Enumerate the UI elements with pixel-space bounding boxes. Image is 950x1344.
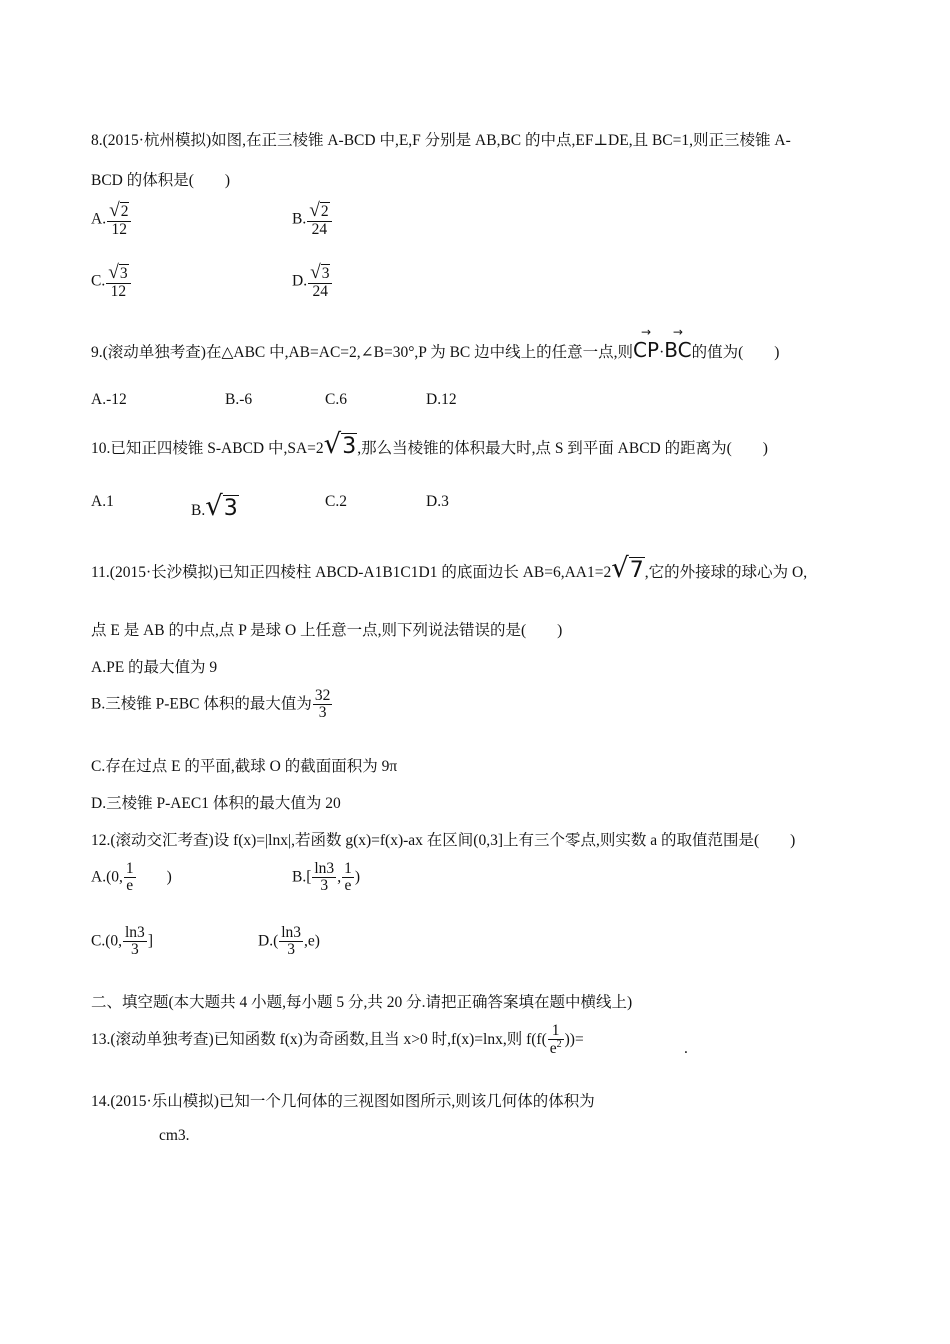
- q9-option-a: A.-12: [91, 391, 127, 408]
- q14-stem-line2: cm3.: [159, 1127, 190, 1144]
- q9-option-d: D.12: [426, 391, 457, 408]
- q13-stem: 13.(滚动单独考查)已知函数 f(x)为奇函数,且当 x>0 时,f(x)=lnx,则 f(f( $\frac{1}{e^2}$ ))=: [91, 1022, 584, 1058]
- q11-option-d: D.三棱锥 P-AEC1 体积的最大值为 20: [91, 795, 341, 812]
- q12-option-a: A.(0, $\frac{1}{e}$ ): [91, 860, 172, 895]
- q12-stem: 12.(滚动交汇考查)设 f(x)=|lnx|,若函数 g(x)=f(x)-ax 在区间(0,3]上有三个零点,则实数 a 的取值范围是( ): [91, 832, 796, 849]
- q10-option-d: D.3: [426, 493, 449, 510]
- q10-option-c: C.2: [325, 493, 347, 510]
- q8-option-d: D. $\frac{√3}{24}$: [292, 263, 333, 301]
- q11-option-a: A.PE 的最大值为 9: [91, 659, 218, 676]
- q10-option-b: B.√3: [191, 490, 238, 522]
- q8-option-a: A. $\frac{√2}{12}$: [91, 201, 132, 239]
- q11-stem-line1: 11.(2015·长沙模拟)已知正四棱柱 ABCD-A1B1C1D1 的底面边长 AB=6,AA1=2√7,它的外接球的球心为 O,: [91, 552, 808, 584]
- vector-cp: → CP: [633, 325, 660, 362]
- q11-option-b: B.三棱锥 P-EBC 体积的最大值为 $\frac{32}{3}$: [91, 687, 331, 722]
- q12-option-d: D.( $\frac{\ln 3}{3}$ ,e): [258, 924, 320, 959]
- q11-option-c: C.存在过点 E 的平面,截球 O 的截面面积为 9π: [91, 758, 398, 775]
- vector-bc: → BC: [664, 325, 692, 362]
- q9-option-b: B.-6: [225, 391, 253, 408]
- q11-stem-line2: 点 E 是 AB 的中点,点 P 是球 O 上任意一点,则下列说法错误的是( ): [91, 622, 563, 639]
- q13-answer-blank-end: .: [684, 1040, 688, 1057]
- q14-stem-line1: 14.(2015·乐山模拟)已知一个几何体的三视图如图所示,则该几何体的体积为: [91, 1093, 595, 1110]
- q9-option-c: C.6: [325, 391, 347, 408]
- q8-stem-line1: 8.(2015·杭州模拟)如图,在正三棱锥 A-BCD 中,E,F 分别是 AB,BC 的中点,EF⊥DE,且 BC=1,则正三棱锥 A-: [91, 132, 791, 149]
- q12-option-c: C.(0, $\frac{\ln 3}{3}$ ]: [91, 924, 153, 959]
- q9-stem: 9.(滚动单独考查)在△ABC 中,AB=AC=2,∠B=30°,P 为 BC 边中线上的任意一点,则 → CP· → BC的值为( ): [91, 325, 780, 362]
- q8-option-c: C. $\frac{√3}{12}$: [91, 263, 132, 301]
- q12-option-b: B.[ $\frac{\ln 3}{3}$ , $\frac{1}{e}$ ): [292, 860, 360, 895]
- sqrt-7: √7: [611, 552, 644, 584]
- q10-stem: 10.已知正四棱锥 S-ABCD 中,SA=2√3,那么当棱锥的体积最大时,点 S 到平面 ABCD 的距离为( ): [91, 428, 768, 460]
- q10-option-a: A.1: [91, 493, 114, 510]
- q8-stem-line2: BCD 的体积是( ): [91, 172, 231, 189]
- section-heading-fill-in: 二、填空题(本大题共 4 小题,每小题 5 分,共 20 分.请把正确答案填在题中横线上): [91, 994, 633, 1011]
- q8-option-b: B. $\frac{√2}{24}$: [292, 201, 333, 239]
- sqrt-3: √3: [323, 428, 357, 460]
